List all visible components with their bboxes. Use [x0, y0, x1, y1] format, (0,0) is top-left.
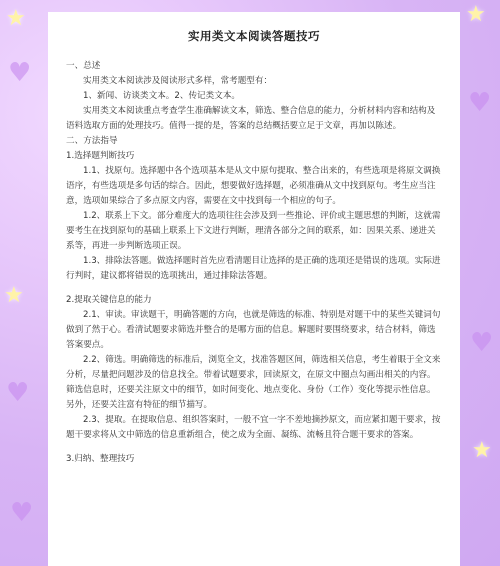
- star-icon: ★: [472, 438, 492, 463]
- line-7: 1.2、联系上下文。部分难度大的选项往往会涉及到一些推论、评价或主题思想的判断，这就需要考生在找到原句的基础上联系上下文进行判断，理清各部分之间的联系，如：因果关系、递进关系等，再进一步判断选项正误。: [66, 211, 441, 251]
- star-icon: ★: [4, 283, 24, 308]
- line-13: 2.3、提取。在提取信息、组织答案时，一般不宜一字不差地摘抄原文，而应紧扣题干要求，按题干要求将从文中筛选的信息重新组合，使之成为全面、凝练、流畅且符合题干要求的答案。: [66, 415, 441, 440]
- line-1: 实用类文本阅读涉及阅读形式多样，常考题型有：: [83, 76, 273, 86]
- line-4: 二、方法指导: [66, 136, 118, 146]
- line-15: 3.归纳、整理技巧: [66, 454, 135, 464]
- line-3: 实用类文本阅读重点考查学生准确解读文本，筛选、整合信息的能力，分析材料内容和结构及语料选取方面的处理技巧。值得一提的是，答案的总结概括要立足于文章，再加以陈述。: [66, 106, 436, 131]
- star-icon: ★: [466, 2, 486, 27]
- line-11: 2.1、审读。审读题干，明确答题的方向，也就是筛选的标准、特别是对题干中的某些关键词句做到了然于心。看清试题要求筛选并整合的是哪方面的信息。解题时要围绕要求，结合材料，筛选答案要点。: [66, 310, 441, 350]
- line-6: 1.1、找原句。选择题中各个选项基本是从文中原句提取、整合出来的，有些选项是将原文调换语序，有些选项是多句话的综合。因此，想要做好选择题，必须准确从文中找到原句。考生应当注意，选项如果综合了多点原文内容，需要在文中找到每一个相应的句子。: [66, 166, 441, 206]
- heart-icon: ♥: [6, 378, 30, 408]
- heart-icon: ♥: [468, 88, 492, 118]
- gap-2: [66, 443, 442, 452]
- gap-1: [66, 284, 442, 293]
- document-title: 实用类文本阅读答题技巧: [188, 29, 320, 43]
- star-icon: ★: [6, 6, 26, 31]
- line-12: 2.2、筛选。明确筛选的标准后，浏览全文，找准答题区间，筛选相关信息，考生着眼于全文来分析，尽量把问题涉及的信息找全。带着试题要求，回读原文，在原文中圈点勾画出相关的内容。筛选信息时，还要关注原文中的细节，如时间变化、地点变化、身份（工作）变化等提示性信息。另外，还要关注富有特征的细节描写。: [66, 355, 441, 410]
- line-0: 一、总述: [66, 61, 101, 71]
- heart-icon: ♥: [8, 58, 32, 88]
- heart-icon: ♥: [10, 498, 34, 528]
- heart-icon: ♥: [470, 328, 494, 358]
- line-2: 1、新闻、访谈类文本。2、传记类文本。: [83, 91, 241, 101]
- line-5: 1.选择题判断技巧: [66, 151, 135, 161]
- document-page: [48, 12, 460, 566]
- line-10: 2.提取关键信息的能力: [66, 295, 152, 305]
- line-8: 1.3、排除法答题。做选择题时首先应看清题目让选择的是正确的选项还是错误的选项。实际进行判时，建议都将错误的选项挑出，通过排除法答题。: [66, 256, 441, 281]
